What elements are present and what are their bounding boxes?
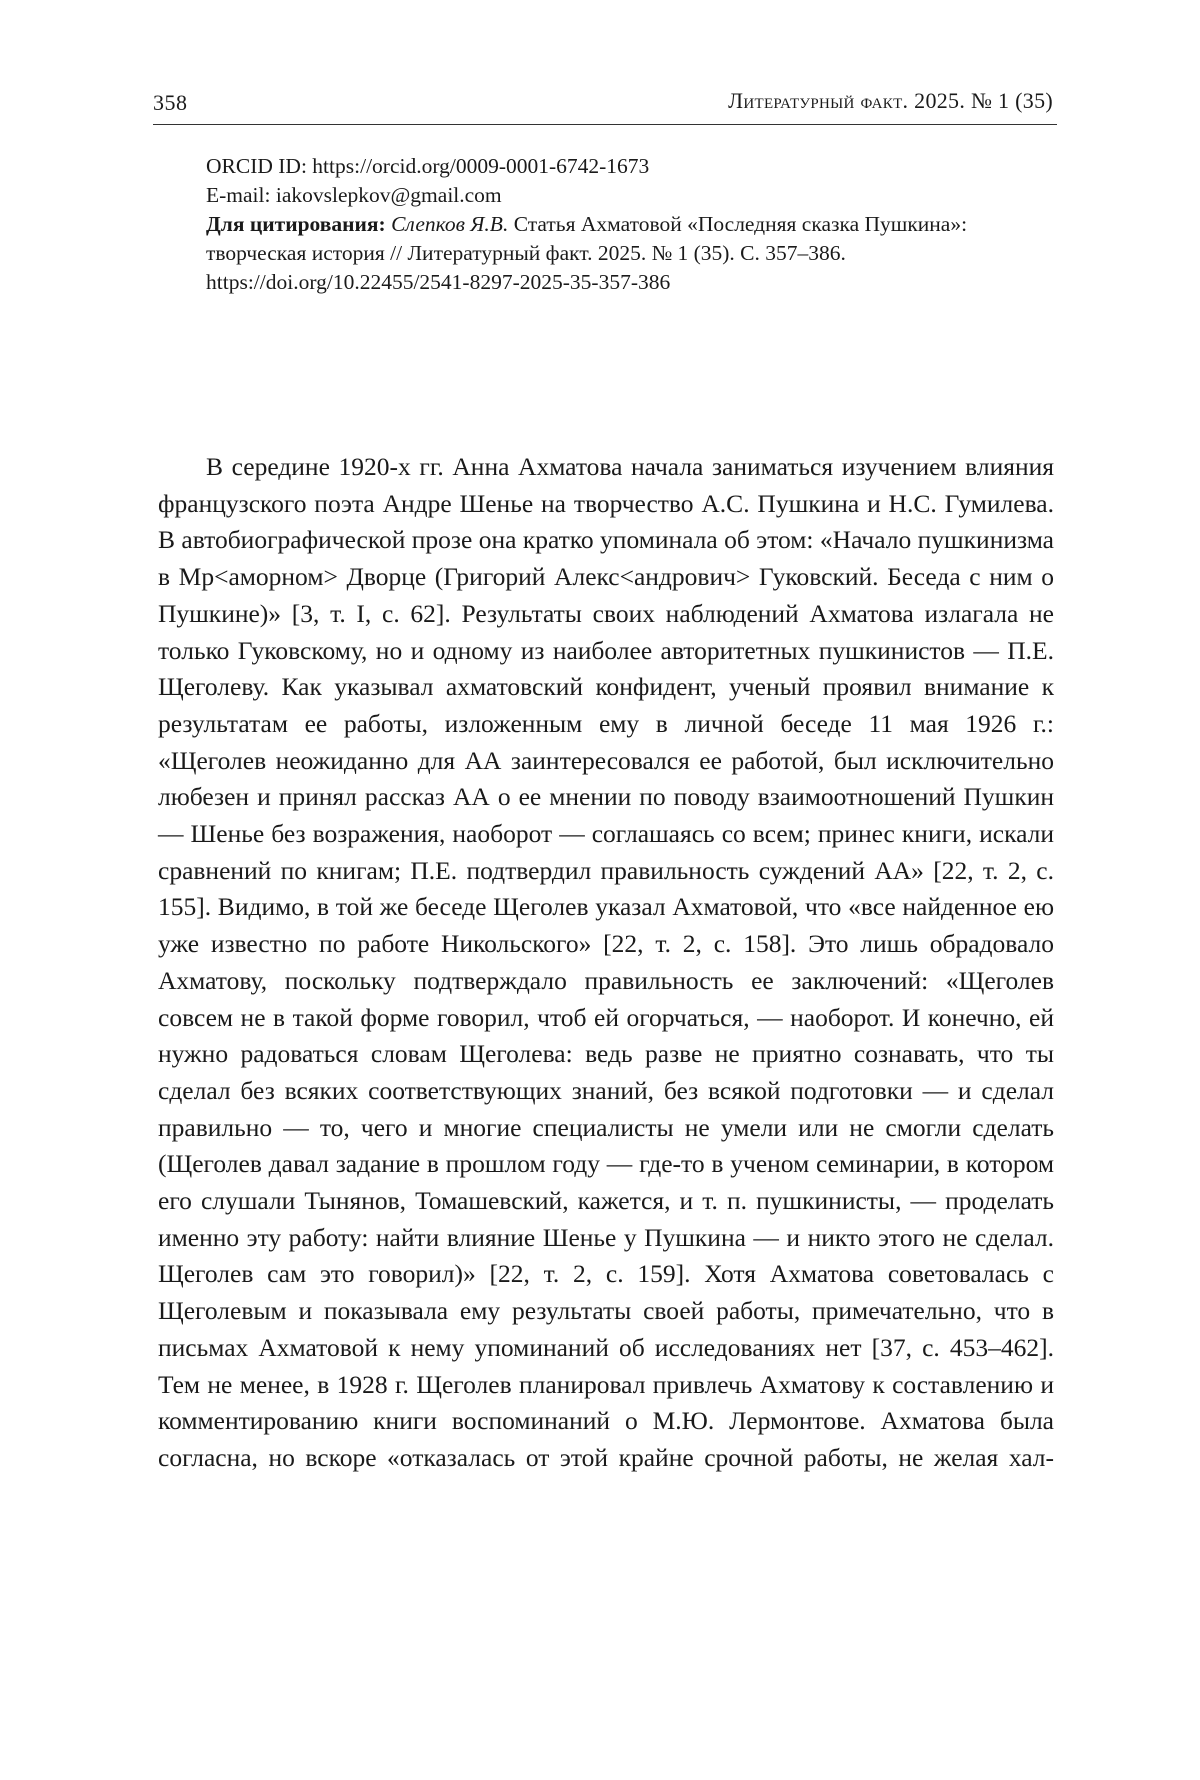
citation-label: Для цитирования:	[206, 212, 386, 236]
body-paragraph: В середине 1920-х гг. Анна Ахматова начала заниматься изучением влияния французского поэта Андре Шенье на творчество А.С. Пушкина и Н.С. Гумилева. В автобиографической прозе она кратко упоминала об этом: «Начало пушкинизма в Мр<аморном> Дворце (Григорий Алекс<андрович> Гуковский. Беседа с ним о Пушкине)» [3, т. I, с. 62]. Результаты своих наблюдений Ахматова излагала не только Гуковскому, но и одному из наиболее авторитетных пушкинистов — П.Е. Щеголеву. Как указывал ахматовский конфидент, ученый проявил внимание к результатам ее работы, изложенным ему в личной беседе 11 мая 1926 г.: «Щеголев неожиданно для АА заинтересовался ее работой, был исключительно любезен и принял рассказ АА о ее мнении по поводу взаимоотношений Пушкин — Шенье без возражения, наоборот — соглашаясь со всем; принес книги, искали сравнений по книгам; П.Е. подтвердил правильность суждений АА» [22, т. 2, с. 155]. Видимо, в той же беседе Щеголев указал Ахматовой, что «все найденное ею уже известно по работе Никольского» [22, т. 2, с. 158]. Это лишь обрадовало Ахматову, поскольку подтверждало правильность ее заключений: «Щеголев совсем не в такой форме говорил, чтоб ей огорчаться, — наоборот. И конечно, ей нужно радоваться словам Щеголева: ведь разве не приятно сознавать, что ты сделал без всяких соответствующих знаний, без всякой подготовки — и сделал правильно — то, чего и многие специалисты не умели или не смогли сделать (Щеголев давал задание в прошлом году — где-то в ученом семинарии, в котором его слушали Тынянов, Томашевский, кажется, и т. п. пушкинисты, — проделать именно эту работу: найти влияние Шенье у Пушкина — и никто этого не сделал. Щеголев сам это говорил)» [22, т. 2, с. 159]. Хотя Ахматова советовалась с Щеголевым и показывала ему результаты своей работы, примечательно, что в письмах Ахматовой к нему упоминаний об исследованиях нет [37, с. 453–462]. Тем не менее, в 1928 г. Щеголев планировал привлечь Ахматову к составлению и комментированию книги воспоминаний о М.Ю. Лермонтове. Ахматова была согласна, но вскоре «отказалась от этой крайне срочной работы, не желая хал-	[158, 452, 1054, 1472]
citation-author: Слепков Я.В.	[391, 212, 509, 236]
citation-text: Статья Ахматовой «Последняя сказка Пушкина»: творческая история // Литературный факт. 2025. № 1 (35). С. 357–386. https://doi.org/10.22455/2541-8297-2025-35-357-386	[206, 212, 968, 294]
running-title: Литературный факт. 2025. № 1 (35)	[728, 88, 1053, 113]
page-header	[153, 84, 1057, 125]
citation	[158, 210, 1054, 297]
article-meta	[158, 152, 1054, 297]
page-number: 358	[153, 90, 188, 115]
orcid-line: ORCID ID: https://orcid.org/0009-0001-6742-1673	[206, 154, 650, 178]
email-line: E-mail: iakovslepkov@gmail.com	[206, 183, 502, 207]
article-body	[158, 449, 1054, 1477]
